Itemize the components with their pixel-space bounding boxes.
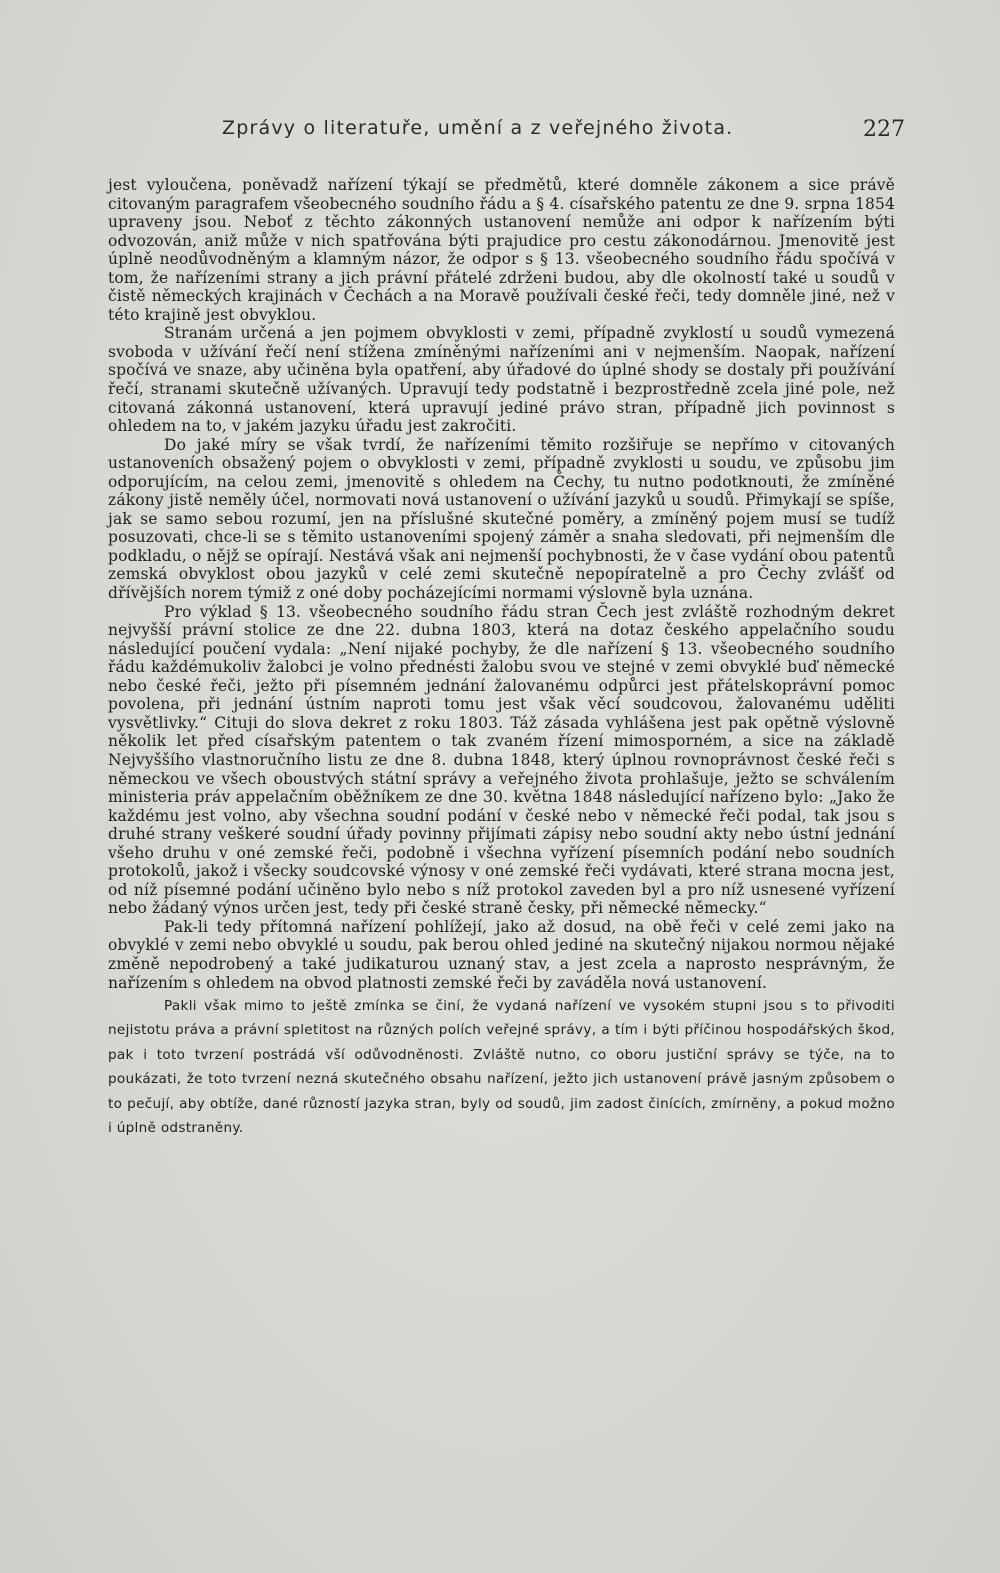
paragraph-6: Pakli však mimo to ještě zmínka se činí, že vydaná nařízení ve vysokém stupni jsou s to přivoditi nejistotu práva a právní spletitost na různých polích veřejné správy, a tím i býti příčinou hospodářských škod, pak i toto tvrzení postrádá vší odůvodněnosti. Zvláště nutno, co oboru justiční správy se týče, na to poukázati, že toto tvrzení nezná skutečného obsahu nařízení, ježto jich ustanovení právě jasným způsobem o to pečují, aby obtíže, dané růzností jazyka stran, byly od soudů, jim zadost činících, zmírněny, a pokud možno i úplně odstraněny. <box>108 998 895 1137</box>
running-title: Zprávy o literatuře, umění a z veřejného života. <box>222 117 734 139</box>
paragraph-3: Do jaké míry se však tvrdí, že nařízeními těmito rozšiřuje se nepřímo v citovaných ustanoveních obsažený pojem o obvyklosti v zemi, případně zvyklosti u soudu, ve způsobu jim odporujícím, na celou zemi, jmenovitě s ohledem na Čechy, tu nutno podotknouti, že zmíněné zákony jistě neměly účel, normovati nová ustanovení o užívání jazyků u soudů. Přimykají se spíše, jak se samo sebou rozumí, jen na příslušné skutečné poměry, a zmíněný pojem musí se tudíž posuzovati, chce-li se s těmito ustanoveními spojený záměr a snaha sledovati, při nejmenším dle podkladu, o nějž se opírají. Nestává však ani nejmenší pochybnosti, že v čase vydání obou patentů zemská obvyklost obou jazyků v celé zemi skutečně nepopíratelně a pro Čechy zvlášť od dřívějších norem týmiž z oné doby pocházejícími normami výslovně byla uznána. <box>108 435 895 603</box>
paragraph-1: jest vyloučena, poněvadž nařízení týkají se předmětů, které domněle zákonem a sice právě citovaným paragrafem všeobecného soudního řádu a § 4. císařského patentu ze dne 9. srpna 1854 upraveny jsou. Neboť z těchto zákonných ustanovení nemůže ani odpor k nařízením býti odvozován, aniž může v nich spatřována býti prajudice pro cestu zákonodárnou. Jmenovitě jest úplně neodůvodněným a klamným názor, že odpor s § 13. všeobecného soudního řádu spočívá v tom, že nařízeními strany a jich právní přátelé zdrženi budou, aby dle okolností také u soudů v čistě německých krajinách v Čechách a na Moravě používali české řeči, tedy domněle jiné, než v této krajině jest obvyklou. <box>108 176 895 324</box>
body-text <box>108 176 895 1141</box>
paragraph-4: Pro výklad § 13. všeobecného soudního řádu stran Čech jest zvláště rozhodným dekret nejvyšší právní stolice ze dne 22. dubna 1803, která na dotaz českého appelačního soudu následující poučení vydala: „Není nijaké pochyby, že dle nařízení § 13. všeobecného soudního řádu každémukoliv žalobci je volno přednésti žalobu svou ve stejné v zemi obvyklé buď německé nebo české řeči, ježto při písemném jednání žalovanému odpůrci jest přátelskoprávní pomoc povolena, při jednání ústním naproti tomu jest však věcí soudcovou, žalovanému uděliti vysvětlivky.“ Cituji do slova dekret z roku 1803. Táž zásada vyhlášena jest pak opětně výslovně několik let před císařským patentem o tak zvaném řízení mimosporném, a sice na základě Nejvyššího vlastnoručního listu ze dne 8. dubna 1848, který úplnou rovnoprávnost české řeči s německou ve všech oboustvých státní správy a veřejného života prohlašuje, ježto se schválením ministeria práv appelačním oběžníkem ze dne 30. května 1848 následující nařízeno bylo: „Jako že každému jest volno, aby všechna soudní podání v české nebo v německé řeči podal, tak jsou s druhé strany veškeré soudní úřady povinny přijímati zápisy nebo soudní akty nebo ústní jednání všeho druhu v oné zemské řeči, podobně i všechna vyřízení písemních podání nebo soudních protokolů, jakož i všecky soudcovské výnosy v oné zemské řeči vydávati, které strana mocna jest, od níž písemné podání učiněno bylo nebo s níž protokol zaveden byl a pro níž usnesené vyřízení nebo žádaný výnos určen jest, tedy při české straně česky, při německé německy.“ <box>108 602 895 918</box>
paragraph-2: Stranám určená a jen pojmem obvyklosti v zemi, případně zvyklostí u soudů vymezená svoboda v užívání řečí není stížena zmíněnými nařízeními ani v nejmenším. Naopak, nařízení spočívá ve snaze, aby učiněna byla opatření, aby úřadové do úplné shody se dostaly při používání řečí, stranami skutečně užívaných. Upravují tedy podstatně i bezprostředně zcela jiné pole, než citovaná zákonná ustanovení, která upravují jediné právo stran, případně jich povinnost s ohledem na to, v jakém jazyku úřadu jest zakročiti. <box>108 324 895 436</box>
page-number: 227 <box>863 117 905 142</box>
paragraph-5: Pak-li tedy přítomná nařízení pohlížejí, jako až dosud, na obě řeči v celé zemi jako na obvyklé v zemi nebo obvyklé u soudu, pak berou ohled jediné na skutečný nijakou normou nějaké změně nepodrobený a také judikaturou uznaný stav, a jest zcela a naprosto nesprávným, že nařízením s ohledem na obvod platnosti zemské řeči by zaváděla nová ustanovení. <box>108 917 895 992</box>
page-header <box>110 113 905 147</box>
